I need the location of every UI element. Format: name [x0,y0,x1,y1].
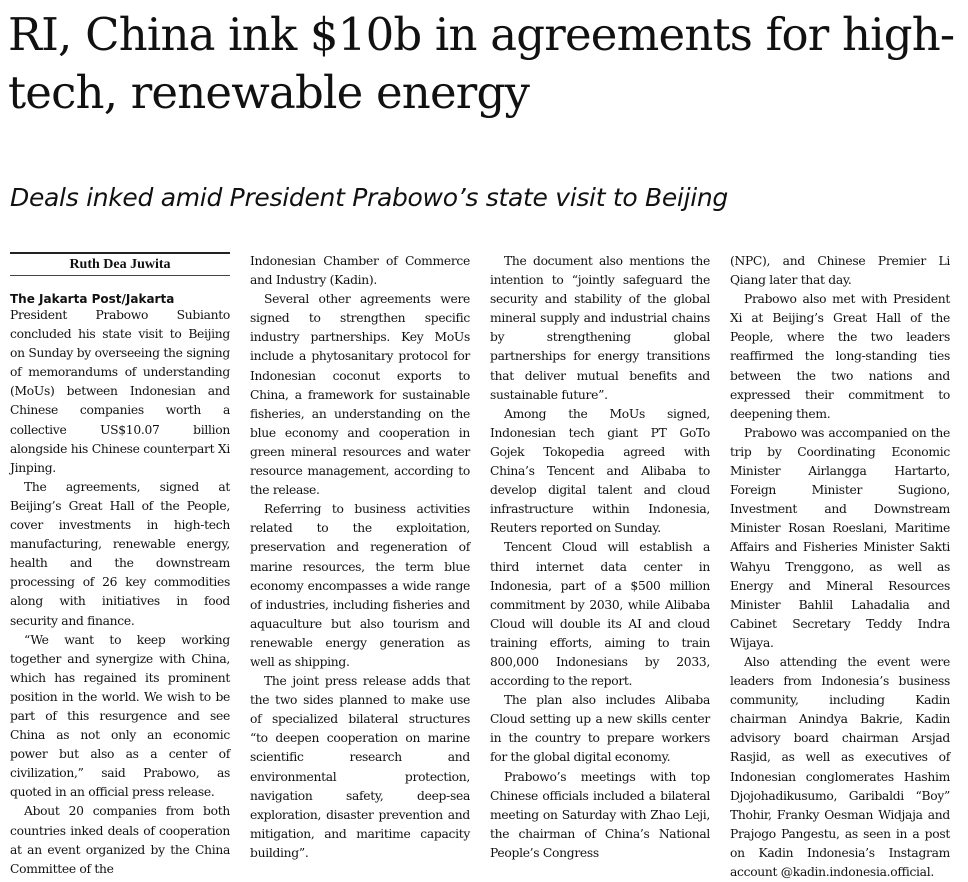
byline: Ruth Dea Juwita [10,252,230,276]
paragraph: Indonesian Chamber of Commerce and Industry (Kadin). [250,254,470,288]
paragraph: Prabowo also met with President Xi at Beijing’s Great Hall of the People, where the two leaders reaffirmed the long-standing ties between the two nations and expressed their commitment to deepening them. [730,292,950,421]
paragraph: About 20 companies from both countries inked deals of cooperation at an event organized by the China Committee of the [10,804,230,876]
article-column-4 [730,252,950,879]
paragraph: Several other agreements were signed to strengthen specific industry partnerships. Key MoUs include a phytosanitary protocol for Indonesian coconut exports to China, a framework for sustainable fisheries, an understanding on the blue economy and cooperation in green mineral resources and water resource management, according to the release. [250,292,470,498]
dateline: The Jakarta Post/Jakarta [10,292,175,306]
headline: RI, China ink $10b in agreements for high-tech, renewable energy [8,8,955,119]
subheadline: Deals inked amid President Prabowo’s state visit to Beijing [10,183,728,212]
paragraph: “We want to keep working together and synergize with China, which has regained its prominent position in the world. We wish to be part of this resurgence and see China as not only an economic power but also as a center of civilization,” said Prabowo, as quoted in an official press release. [10,632,230,800]
paragraph: Tencent Cloud will establish a third internet data center in Indonesia, part of a $500 million commitment by 2030, while Alibaba Cloud will double its AI and cloud training efforts, aiming to train 800,000 Indonesians by 2033, according to the report. [490,540,710,689]
article-column-2 [250,252,470,860]
article-column-3 [490,252,710,860]
paragraph: The joint press release adds that the two sides planned to make use of specialized bilateral structures “to deepen cooperation on marine scientific research and environmental protection, navigation safety, deep-sea exploration, disaster prevention and mitigation, and maritime capacity building”. [250,674,470,860]
article-column-1 [10,252,230,876]
paragraph: The agreements, signed at Beijing’s Great Hall of the People, cover investments in high-tech manufacturing, renewable energy, health and the downstream processing of 26 key commodities along with initiatives in food security and finance. [10,479,230,628]
paragraph: Prabowo was accompanied on the trip by Coordinating Economic Minister Airlangga Hartarto, Foreign Minister Sugiono, Investment and Downstream Minister Rosan Roeslani, Maritime Affairs and Fisheries Minister Sakti Wahyu Trenggono, as well as Energy and Mineral Resources Minister Bahlil Lahadalia and Cabinet Secretary Teddy Indra Wijaya. [730,425,950,650]
paragraph: President Prabowo Subianto concluded his state visit to Beijing on Sunday by overseeing the signing of memorandums of understanding (MoUs) between Indonesian and Chinese companies worth a collective US$10.07 billion alongside his Chinese counterpart Xi Jinping. [10,308,230,475]
paragraph: (NPC), and Chinese Premier Li Qiang later that day. [730,254,950,288]
paragraph: The document also mentions the intention to “jointly safeguard the security and stability of the global mineral supply and industrial chains by strengthening global partnerships for energy transitions that deliver mutual benefits and sustainable future”. [490,254,710,402]
paragraph: Also attending the event were leaders from Indonesia’s business community, including Kadin chairman Anindya Bakrie, Kadin advisory board chairman Arsjad Rasjid, as well as executives of Indonesian conglomerates Hashim Djojohadikusumo, Garibaldi “Boy” Thohir, Franky Oesman Widjaja and Prajogo Pangestu, as seen in a post on Kadin Indonesia’s Instagram account @kadin.indonesia.official. [730,654,950,879]
paragraph: Prabowo’s meetings with top Chinese officials included a bilateral meeting on Saturday with Zhao Leji, the chairman of China’s National People’s Congress [490,769,710,860]
paragraph: The plan also includes Alibaba Cloud setting up a new skills center in the country to prepare workers for the global digital economy. [490,693,710,765]
paragraph: Referring to business activities related to the exploitation, preservation and regeneration of marine resources, the term blue economy encompasses a wide range of industries, including fisheries and aquaculture but also tourism and renewable energy generation as well as shipping. [250,502,470,669]
paragraph: Among the MoUs signed, Indonesian tech giant PT GoTo Gojek Tokopedia agreed with China’s Tencent and Alibaba to develop digital talent and cloud infrastructure within Indonesia, Reuters reported on Sunday. [490,406,710,536]
